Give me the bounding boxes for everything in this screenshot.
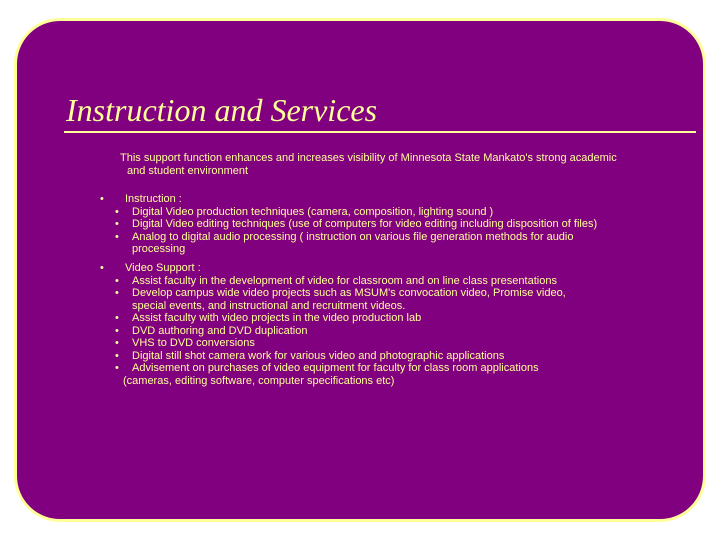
- list-item: [100, 218, 680, 231]
- list-item-text: DVD authoring and DVD duplication: [132, 324, 308, 337]
- list-item: [100, 231, 680, 244]
- list-item-text: processing: [132, 243, 186, 255]
- list-item: [100, 337, 680, 350]
- bullet-icon: •: [100, 193, 104, 205]
- section-heading-row: [100, 193, 680, 206]
- list-item-text: Digital still shot camera work for various video and photographic applications: [132, 349, 505, 362]
- list-item-continuation: [100, 375, 680, 388]
- bullet-icon: •: [100, 262, 104, 274]
- intro-line-2: and student environment: [127, 164, 249, 177]
- section-heading: Video Support :: [125, 262, 201, 274]
- bullet-icon: •: [115, 287, 119, 299]
- list-item-text: special events, and instructional and recruitment videos.: [132, 299, 406, 312]
- list-item-continuation: [100, 300, 680, 313]
- bullet-icon: •: [115, 349, 119, 362]
- video-support-list: [100, 275, 680, 388]
- list-item: [100, 325, 680, 338]
- list-item: [100, 362, 680, 375]
- list-item-text: (cameras, editing software, computer specifications etc): [123, 374, 395, 387]
- list-item: [100, 275, 680, 288]
- bullet-icon: •: [115, 205, 119, 218]
- section-heading: Instruction :: [125, 193, 182, 205]
- list-item-text: Develop campus wide video projects such as MSUM's convocation video, Promise video,: [132, 287, 566, 299]
- list-item-text: Digital Video editing techniques (use of computers for video editing including disposition of files): [132, 218, 598, 230]
- section-video-support: [100, 262, 680, 387]
- bullet-icon: •: [115, 337, 119, 349]
- bullet-icon: •: [115, 362, 119, 374]
- bullet-icon: •: [115, 218, 119, 230]
- list-item-continuation: [100, 243, 680, 256]
- instruction-list: [100, 206, 680, 256]
- list-item-text: Analog to digital audio processing ( instruction on various file generation methods for audio: [132, 230, 574, 243]
- bullet-icon: •: [115, 230, 119, 243]
- list-item-text: Digital Video production techniques (camera, composition, lighting sound ): [132, 205, 494, 218]
- bullet-icon: •: [115, 274, 119, 287]
- section-instruction: [100, 193, 680, 256]
- list-item-text: Advisement on purchases of video equipment for faculty for class room applications: [132, 362, 539, 374]
- slide-title: Instruction and Services: [66, 92, 378, 128]
- bullet-icon: •: [115, 312, 119, 324]
- list-item-text: VHS to DVD conversions: [132, 337, 255, 349]
- section-heading-row: [100, 262, 680, 275]
- intro-line-1: This support function enhances and increases visibility of Minnesota State Mankato's strong academic: [120, 152, 617, 164]
- list-item: [100, 350, 680, 363]
- list-item: [100, 287, 680, 300]
- list-item: [100, 312, 680, 325]
- list-item-text: Assist faculty in the development of video for classroom and on line class presentations: [132, 274, 557, 287]
- intro-paragraph: [120, 152, 680, 177]
- bullet-icon: •: [115, 324, 119, 337]
- list-item: [100, 206, 680, 219]
- list-item-text: Assist faculty with video projects in the video production lab: [132, 312, 422, 324]
